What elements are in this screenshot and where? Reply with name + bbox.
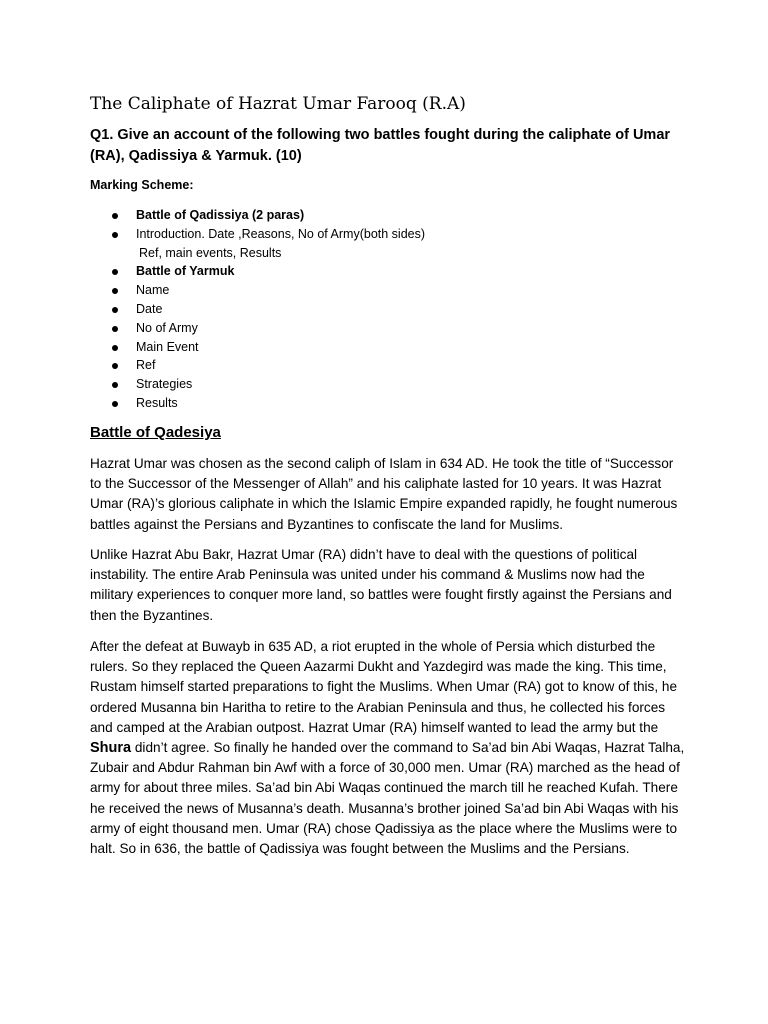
bullet-icon xyxy=(112,213,118,219)
list-item-text: Strategies xyxy=(136,377,193,392)
paragraph-1: Hazrat Umar was chosen as the second caliph of Islam in 634 AD. He took the title of “Successor to the Successor of the Messenger of Allah” and his caliphate lasted for 10 years. It was Hazrat Umar (RA)’s glorious caliphate in which the Islamic Empire expanded rapidly, he fought numerous battles against the Persians and Byzantines to confiscate the land for Muslims. xyxy=(90,456,678,532)
paragraph-3-text-start: After the defeat at Buwayb in 635 AD, a riot erupted in the whole of Persia which disturbed the rulers. So they replaced the Queen Aazarmi Dukht and Yazdegird was made the king. This time, Rustam himself started preparations to fight the Muslims. When Umar (RA) got to know of this, he ordered Musanna bin Haritha to retire to the Arabian Peninsula and thus, he collected his forces and camped at the Arabian outpost. Hazrat Umar (RA) himself wanted to lead the army but the xyxy=(90,639,678,735)
list-item xyxy=(0,206,425,225)
list-item xyxy=(0,394,425,413)
list-item xyxy=(0,262,425,281)
list-item-text: Results xyxy=(136,395,178,410)
bullet-icon xyxy=(112,307,118,313)
bullet-icon xyxy=(112,326,118,332)
list-item-text: Introduction. Date ,Reasons, No of Army(both sides) xyxy=(136,226,426,241)
list-item-text: Battle of Yarmuk xyxy=(136,264,235,279)
shura-term: Shura xyxy=(90,740,132,757)
paragraph-2: Unlike Hazrat Abu Bakr, Hazrat Umar (RA) didn’t have to deal with the questions of political instability. The entire Arab Peninsula was united under his command & Muslims now had the military experiences to conquer more land, so battles were fought firstly against the Persians and then the Byzantines. xyxy=(90,547,672,623)
paragraph-3-text-end: didn’t agree. So finally he handed over the command to Sa’ad bin Abi Waqas, Hazrat Talha, Zubair and Abdur Rahman bin Awf with a force of 30,000 men. Umar (RA) marched as the head of army for about three miles. Sa’ad bin Abi Waqas continued the march till he reached Kufah. There he received the news of Musanna’s death. Musanna’s brother joined Sa’ad bin Abi Waqas with his army of eight thousand men. Umar (RA) chose Qadissiya as the place where the Muslims were to halt. So in 636, the battle of Qadissiya was fought between the Muslims and the Persians. xyxy=(90,740,685,857)
list-item-text: Battle of Qadissiya (2 paras) xyxy=(136,208,305,222)
marking-scheme-list xyxy=(0,206,425,413)
bullet-icon xyxy=(112,288,118,294)
bullet-icon xyxy=(112,345,118,351)
bullet-icon xyxy=(112,269,118,275)
list-item xyxy=(0,319,425,338)
list-item-text: Date xyxy=(136,301,163,316)
bullet-icon xyxy=(112,232,118,238)
list-item xyxy=(0,338,425,357)
list-item xyxy=(0,356,425,375)
list-item xyxy=(0,225,425,244)
list-item xyxy=(0,300,425,319)
section-heading: Battle of Qadesiya xyxy=(90,424,221,441)
list-item-text: Ref xyxy=(136,358,156,373)
list-item-text: Ref, main events, Results xyxy=(139,245,282,260)
list-item-text: No of Army xyxy=(136,320,198,335)
list-item-text: Name xyxy=(136,283,170,298)
marking-scheme-heading: Marking Scheme: xyxy=(90,178,194,192)
document-title: The Caliphate of Hazrat Umar Farooq (R.A) xyxy=(90,94,466,114)
list-item xyxy=(0,375,425,394)
bullet-icon xyxy=(112,382,118,388)
bullet-icon xyxy=(112,363,118,369)
bullet-icon xyxy=(112,401,118,407)
paragraph-3 xyxy=(90,637,686,859)
question-text: Q1. Give an account of the following two battles fought during the caliphate of Umar (RA), Qadissiya & Yarmuk. (10) xyxy=(90,127,671,164)
list-item-text: Main Event xyxy=(136,339,199,354)
list-item-continuation xyxy=(0,244,425,263)
list-item xyxy=(0,281,425,300)
